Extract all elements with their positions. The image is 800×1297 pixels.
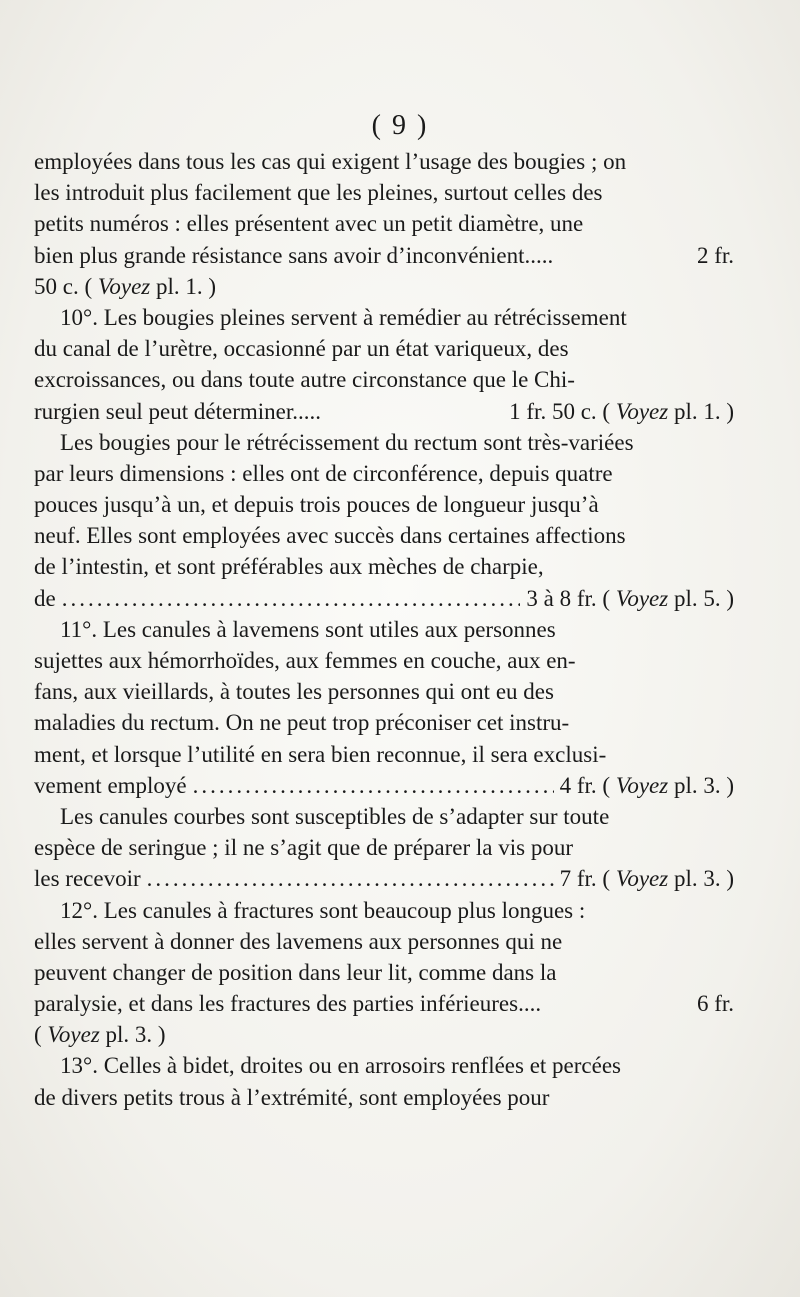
paragraph-start: Les bougies pour le rétrécissement du rectum sont très-variées (60, 429, 634, 455)
plate-reference: ( Voyez pl. 3. ) (34, 1022, 166, 1048)
body-text (34, 146, 734, 1113)
text-line: excroissances, ou dans toute autre circonstance que le Chi- (34, 367, 575, 393)
text-line: ment, et lorsque l’utilité en sera bien reconnue, il sera exclusi- (34, 741, 607, 767)
text-line: peuvent changer de position dans leur lit, comme dans la (34, 959, 557, 985)
plate-reference: 50 c. ( Voyez pl. 1. ) (34, 273, 217, 299)
price-line: rurgien seul peut déterminer..... 1 fr. 50 c. ( Voyez pl. 1. ) (34, 398, 734, 424)
section-10-start: 10°. Les bougies pleines servent à remédier au rétrécissement (60, 304, 627, 330)
leader-dots (193, 770, 554, 801)
text-line: pouces jusqu’à un, et depuis trois pouces de longueur jusqu’à (34, 492, 599, 518)
text-line: espèce de seringue ; il ne s’agit que de préparer la vis pour (34, 835, 574, 861)
price-line: de ..... 3 à 8 fr. ( Voyez pl. 5. ) (34, 583, 734, 614)
section-12-start: 12°. Les canules à fractures sont beaucoup plus longues : (60, 897, 586, 923)
text-line: par leurs dimensions : elles ont de circonférence, depuis quatre (34, 460, 613, 486)
price: 6 fr. (696, 991, 734, 1017)
text-line: sujettes aux hémorrhoïdes, aux femmes en couche, aux en- (34, 648, 576, 673)
text-line: neuf. Elles sont employées avec succès dans certaines affections (34, 523, 626, 549)
text-line: les introduit plus facilement que les pleines, surtout celles des (34, 180, 603, 206)
leader-dots (147, 863, 554, 894)
section-13-start: 13°. Celles à bidet, droites ou en arrosoirs renflées et percées (60, 1053, 621, 1079)
text-line: fans, aux vieillards, à toutes les personnes qui ont eu des (34, 679, 554, 705)
text-line: maladies du rectum. On ne peut trop préconiser cet instru- (34, 710, 570, 736)
text-line: de divers petits trous à l’extrémité, sont employées pour (34, 1084, 550, 1110)
section-11-start: 11°. Les canules à lavemens sont utiles aux personnes (60, 616, 556, 642)
text-line: employées dans tous les cas qui exigent l’usage des bougies ; on (34, 149, 627, 174)
price-line: bien plus grande résistance sans avoir d’inconvénient..... 2 fr. (34, 240, 734, 271)
price-line: vement employé ..... 4 fr. ( Voyez pl. 3. ) (34, 770, 734, 801)
text-line: petits numéros : elles présentent avec un petit diamètre, une (34, 211, 584, 237)
price-line: paralysie, et dans les fractures des parties inférieures.... 6 fr. (34, 988, 734, 1019)
text-line: elles servent à donner des lavemens aux personnes qui ne (34, 928, 563, 954)
price: 2 fr. (696, 242, 734, 268)
text-line: de l’intestin, et sont préférables aux mèches de charpie, (34, 554, 544, 580)
price-line: les recevoir ..... 7 fr. ( Voyez pl. 3. ) (34, 863, 734, 894)
leader-dots (62, 583, 521, 614)
page-number: ( 9 ) (371, 110, 429, 141)
paragraph-start: Les canules courbes sont susceptibles de s’adapter sur toute (60, 803, 610, 829)
text-line: du canal de l’urètre, occasionné par un état variqueux, des (34, 336, 569, 362)
